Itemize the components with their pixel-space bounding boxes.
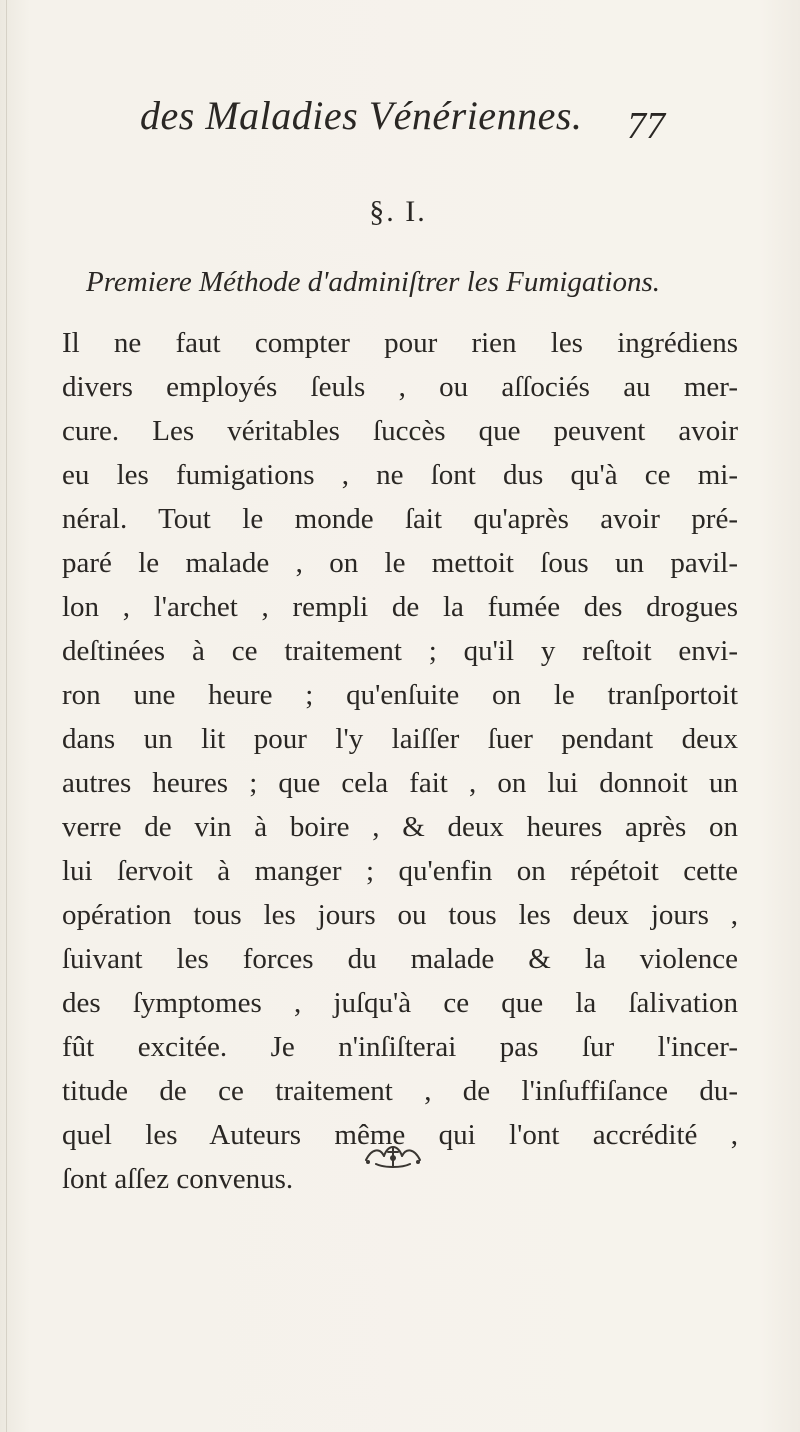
- text-line: dans un lit pour l'y laiſſer ſuer pendant deux: [62, 723, 738, 755]
- text-line: quel les Auteurs même qui l'ont accrédité ,: [62, 1119, 738, 1151]
- text-line: paré le malade , on le mettoit ſous un pavil-: [62, 547, 738, 579]
- section-title: Premiere Méthode d'adminiſtrer les Fumigations.: [86, 266, 661, 298]
- text-line: opération tous les jours ou tous les deux jours ,: [62, 899, 738, 931]
- text-line: verre de vin à boire , & deux heures après on: [62, 811, 738, 843]
- text-line: fût excitée. Je n'inſiſterai pas ſur l'incer-: [62, 1031, 738, 1063]
- fleuron-ornament-icon: [358, 1138, 428, 1174]
- text-line: ron une heure ; qu'enſuite on le tranſportoit: [62, 679, 738, 711]
- text-line: ſuivant les forces du malade & la violence: [62, 943, 738, 975]
- page-number: 77: [627, 105, 665, 147]
- text-line: cure. Les véritables ſuccès que peuvent avoir: [62, 415, 738, 447]
- text-line: autres heures ; que cela fait , on lui donnoit un: [62, 767, 738, 799]
- text-line: divers employés ſeuls , ou aſſociés au mer-: [62, 371, 738, 403]
- text-line: néral. Tout le monde ſait qu'après avoir pré-: [62, 503, 738, 535]
- text-line: ſont aſſez convenus.: [62, 1163, 294, 1195]
- text-line: Il ne faut compter pour rien les ingrédiens: [62, 327, 738, 359]
- text-line: des ſymptomes , juſqu'à ce que la ſalivation: [62, 987, 738, 1019]
- text-line: titude de ce traitement , de l'inſuffiſance du-: [62, 1075, 738, 1107]
- section-mark: [0, 195, 800, 229]
- text-line: lon , l'archet , rempli de la fumée des drogues: [62, 591, 738, 623]
- running-head-title: des Maladies Vénériennes.: [140, 93, 583, 138]
- body-paragraph: [62, 321, 738, 1201]
- text-line: deſtinées à ce traitement ; qu'il y reſtoit envi-: [62, 635, 738, 667]
- text-line: lui ſervoit à manger ; qu'enfin on répétoit cette: [62, 855, 738, 887]
- section-mark-label: §. I.: [369, 195, 427, 228]
- text-line: eu les fumigations , ne ſont dus qu'à ce mi-: [62, 459, 738, 491]
